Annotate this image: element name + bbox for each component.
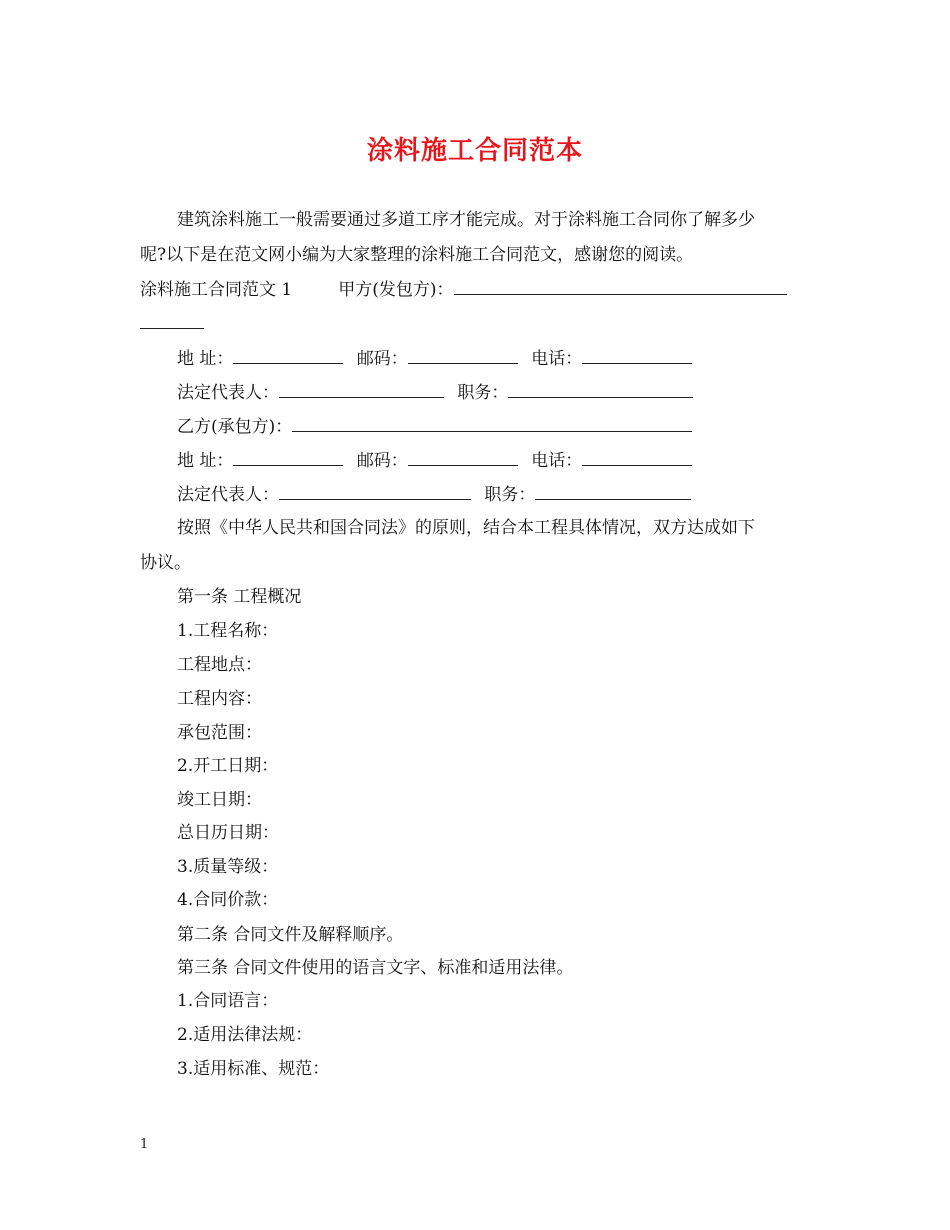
article-1-item: 1.工程名称： <box>177 621 279 641</box>
party-a-contact-row <box>177 347 692 370</box>
party-a-name-blank <box>454 278 787 295</box>
party-a-postcode-blank <box>408 347 518 364</box>
party-b-label: 乙方(承包方)： <box>177 417 293 437</box>
article-3-heading: 第三条 合同文件使用的语言文字、标准和适用法律。 <box>177 958 574 978</box>
article-1-item: 3.质量等级： <box>177 857 279 877</box>
party-a-postcode-label: 邮码： <box>356 349 408 369</box>
article-1-item: 总日历日期： <box>177 823 279 843</box>
party-a-rep-blank <box>279 381 444 398</box>
agreement-line-2: 协议。 <box>140 553 191 573</box>
party-b-contact-row <box>177 449 692 472</box>
party-a-position-label: 职务： <box>457 383 509 403</box>
party-b-rep-label: 法定代表人： <box>177 485 279 505</box>
article-1-item: 工程地点： <box>177 655 262 675</box>
sample-label: 涂料施工合同范文 1 <box>140 280 293 300</box>
party-a-row <box>140 278 787 301</box>
party-b-name-blank <box>292 415 692 432</box>
party-b-rep-row <box>177 483 691 506</box>
party-b-row <box>177 415 692 438</box>
article-3-item: 1.合同语言： <box>177 991 279 1011</box>
page-number: 1 <box>140 1137 149 1152</box>
party-b-position-label: 职务： <box>484 485 536 505</box>
party-b-phone-blank <box>582 449 692 466</box>
party-a-phone-blank <box>582 347 692 364</box>
article-3-item: 3.适用标准、规范： <box>177 1059 330 1079</box>
intro-line-2: 呢?以下是在范文网小编为大家整理的涂料施工合同范文，感谢您的阅读。 <box>140 245 694 265</box>
party-b-position-blank <box>535 483 691 500</box>
party-a-rep-label: 法定代表人： <box>177 383 279 403</box>
party-b-address-blank <box>233 449 343 466</box>
intro-line-1: 建筑涂料施工一般需要通过多道工序才能完成。对于涂料施工合同你了解多少 <box>177 210 755 230</box>
article-3-item: 2.适用法律法规： <box>177 1025 313 1045</box>
party-b-phone-label: 电话： <box>531 451 583 471</box>
party-a-blank-continued <box>140 312 204 335</box>
party-b-rep-blank <box>279 483 471 500</box>
article-1-item: 4.合同价款： <box>177 890 279 910</box>
agreement-line-1: 按照《中华人民共和国合同法》的原则，结合本工程具体情况，双方达成如下 <box>177 518 755 538</box>
article-1-item: 工程内容： <box>177 689 262 709</box>
article-1-item: 承包范围： <box>177 723 262 743</box>
party-a-position-blank <box>508 381 693 398</box>
article-1-item: 竣工日期： <box>177 790 262 810</box>
party-a-address-label: 地 址： <box>177 349 234 369</box>
document-title: 涂料施工合同范本 <box>366 136 583 166</box>
party-a-phone-label: 电话： <box>531 349 583 369</box>
article-2-heading: 第二条 合同文件及解释顺序。 <box>177 925 404 945</box>
article-1-heading: 第一条 工程概况 <box>177 587 302 607</box>
party-a-rep-row <box>177 381 693 404</box>
article-1-item: 2.开工日期： <box>177 756 279 776</box>
party-b-postcode-label: 邮码： <box>356 451 408 471</box>
party-b-postcode-blank <box>408 449 518 466</box>
party-b-address-label: 地 址： <box>177 451 234 471</box>
party-a-address-blank <box>233 347 343 364</box>
party-a-label: 甲方(发包方)： <box>338 280 454 300</box>
